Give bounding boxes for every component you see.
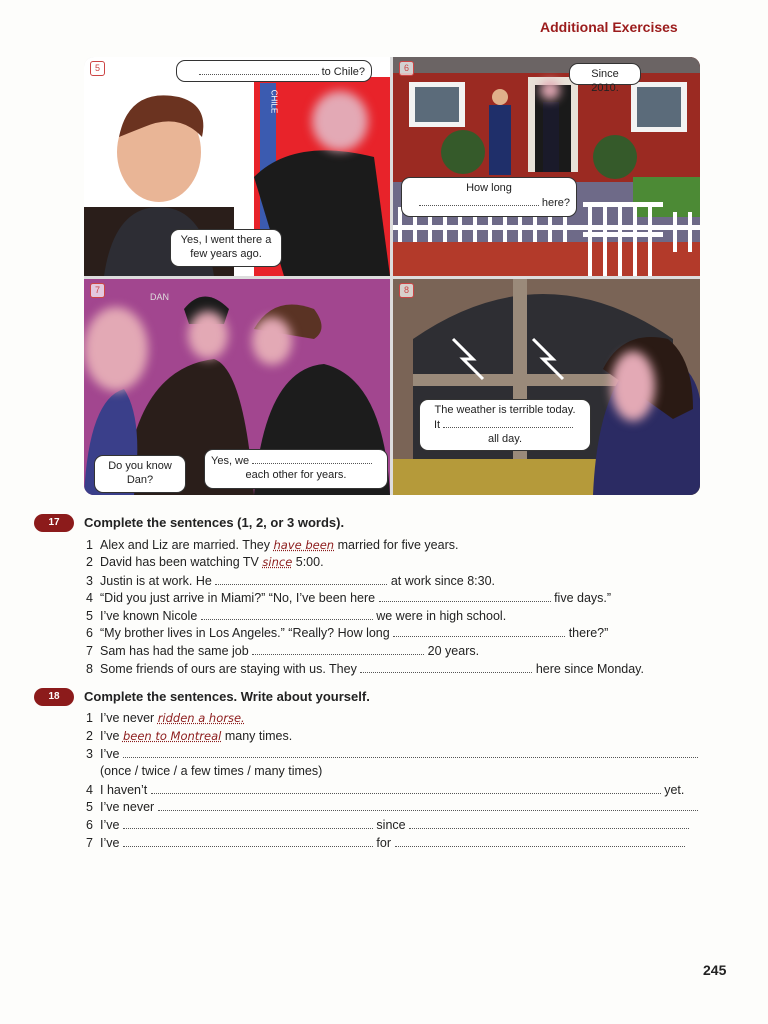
answer-field[interactable]: have been — [273, 538, 335, 552]
sentence-line: 2 David has been watching TV since 5:00. — [86, 555, 324, 569]
answer-blank[interactable] — [215, 572, 387, 585]
answer-blank[interactable] — [123, 745, 698, 758]
sentence-line: 7 Sam has had the same job 20 years. — [86, 644, 480, 658]
answer-blank[interactable] — [123, 816, 373, 829]
blurred-face — [312, 91, 368, 151]
exercise-number-badge: 17 — [34, 514, 74, 532]
answer-blank[interactable] — [123, 834, 373, 847]
answer-blank[interactable] — [158, 798, 698, 811]
sentence-line: 3 Justin is at work. He at work since 8:30. — [86, 574, 496, 588]
sentence-line: 4 “Did you just arrive in Miami?” “No, I’ve been here five days.” — [86, 591, 612, 605]
sentence-line: 2 I’ve been to Montreal many times. — [86, 729, 293, 743]
section-title: Additional Exercises — [540, 19, 678, 35]
comic-panel-6 — [393, 57, 700, 276]
panel-8-number: 8 — [399, 283, 414, 298]
speech-bubble-how-long: How long here? — [401, 177, 577, 217]
comic-panel-7 — [84, 279, 390, 495]
speech-bubble-since: Since 2010. — [569, 63, 641, 85]
answer-blank[interactable] — [395, 834, 685, 847]
chile-sign: CHILE — [269, 89, 279, 114]
answer-field[interactable]: ridden a horse. — [157, 711, 245, 725]
blurred-face — [252, 317, 292, 365]
exercise-title: Complete the sentences (1, 2, or 3 words). — [84, 515, 345, 530]
sentence-line: 6 I’ve since — [86, 816, 689, 832]
blurred-face — [540, 80, 560, 100]
panel-7-number: 7 — [90, 283, 105, 298]
exercise-number-badge: 18 — [34, 688, 74, 706]
sentence-line: 3 I’ve — [86, 745, 698, 761]
answer-blank[interactable] — [360, 660, 532, 673]
sentence-line: 1 Alex and Liz are married. They have been married for five years. — [86, 538, 459, 552]
comic-panel-5 — [84, 57, 390, 276]
sentence-line: 5 I’ve known Nicole we were in high school. — [86, 609, 507, 623]
sentence-line: 8 Some friends of ours are staying with us. They here since Monday. — [86, 662, 644, 676]
exercise-18 — [34, 688, 714, 858]
panel-6-number: 6 — [399, 61, 414, 76]
sentence-hint: (once / twice / a few times / many times) — [100, 764, 323, 778]
answer-blank[interactable] — [252, 642, 424, 655]
sentence-line: 5 I’ve never — [86, 798, 698, 814]
answer-blank[interactable] — [393, 624, 565, 637]
sentence-line: 7 I’ve for — [86, 834, 685, 850]
answer-blank[interactable] — [201, 607, 373, 620]
panel-5-number: 5 — [90, 61, 105, 76]
speech-bubble-answer: Yes, we each other for years. — [204, 449, 388, 489]
sentence-line: 1 I’ve never ridden a horse. — [86, 711, 245, 725]
comic-illustration — [84, 57, 700, 495]
sentence-line: 6 “My brother lives in Los Angeles.” “Really? How long there?” — [86, 626, 609, 640]
speech-bubble-weather: The weather is terrible today. It all day. — [419, 399, 591, 451]
speech-bubble-question: to Chile? — [176, 60, 372, 82]
exercise-title: Complete the sentences. Write about yourself. — [84, 689, 370, 704]
answer-field[interactable]: been to Montreal — [122, 729, 222, 743]
name-tag: DAN — [150, 292, 170, 302]
speech-bubble-answer: Yes, I went there a few years ago. — [170, 229, 282, 267]
page-number: 245 — [703, 962, 727, 978]
answer-field[interactable]: since — [262, 555, 293, 569]
blurred-face — [84, 307, 148, 391]
exercise-17 — [34, 514, 714, 684]
sentence-line: 4 I haven’t yet. — [86, 783, 685, 797]
answer-blank[interactable] — [409, 816, 689, 829]
answer-blank[interactable] — [379, 589, 551, 602]
comic-panel-8 — [393, 279, 700, 495]
blurred-face — [611, 351, 655, 421]
blurred-face — [188, 311, 228, 359]
answer-blank[interactable] — [151, 781, 661, 794]
speech-bubble-question: Do you know Dan? — [94, 455, 186, 493]
